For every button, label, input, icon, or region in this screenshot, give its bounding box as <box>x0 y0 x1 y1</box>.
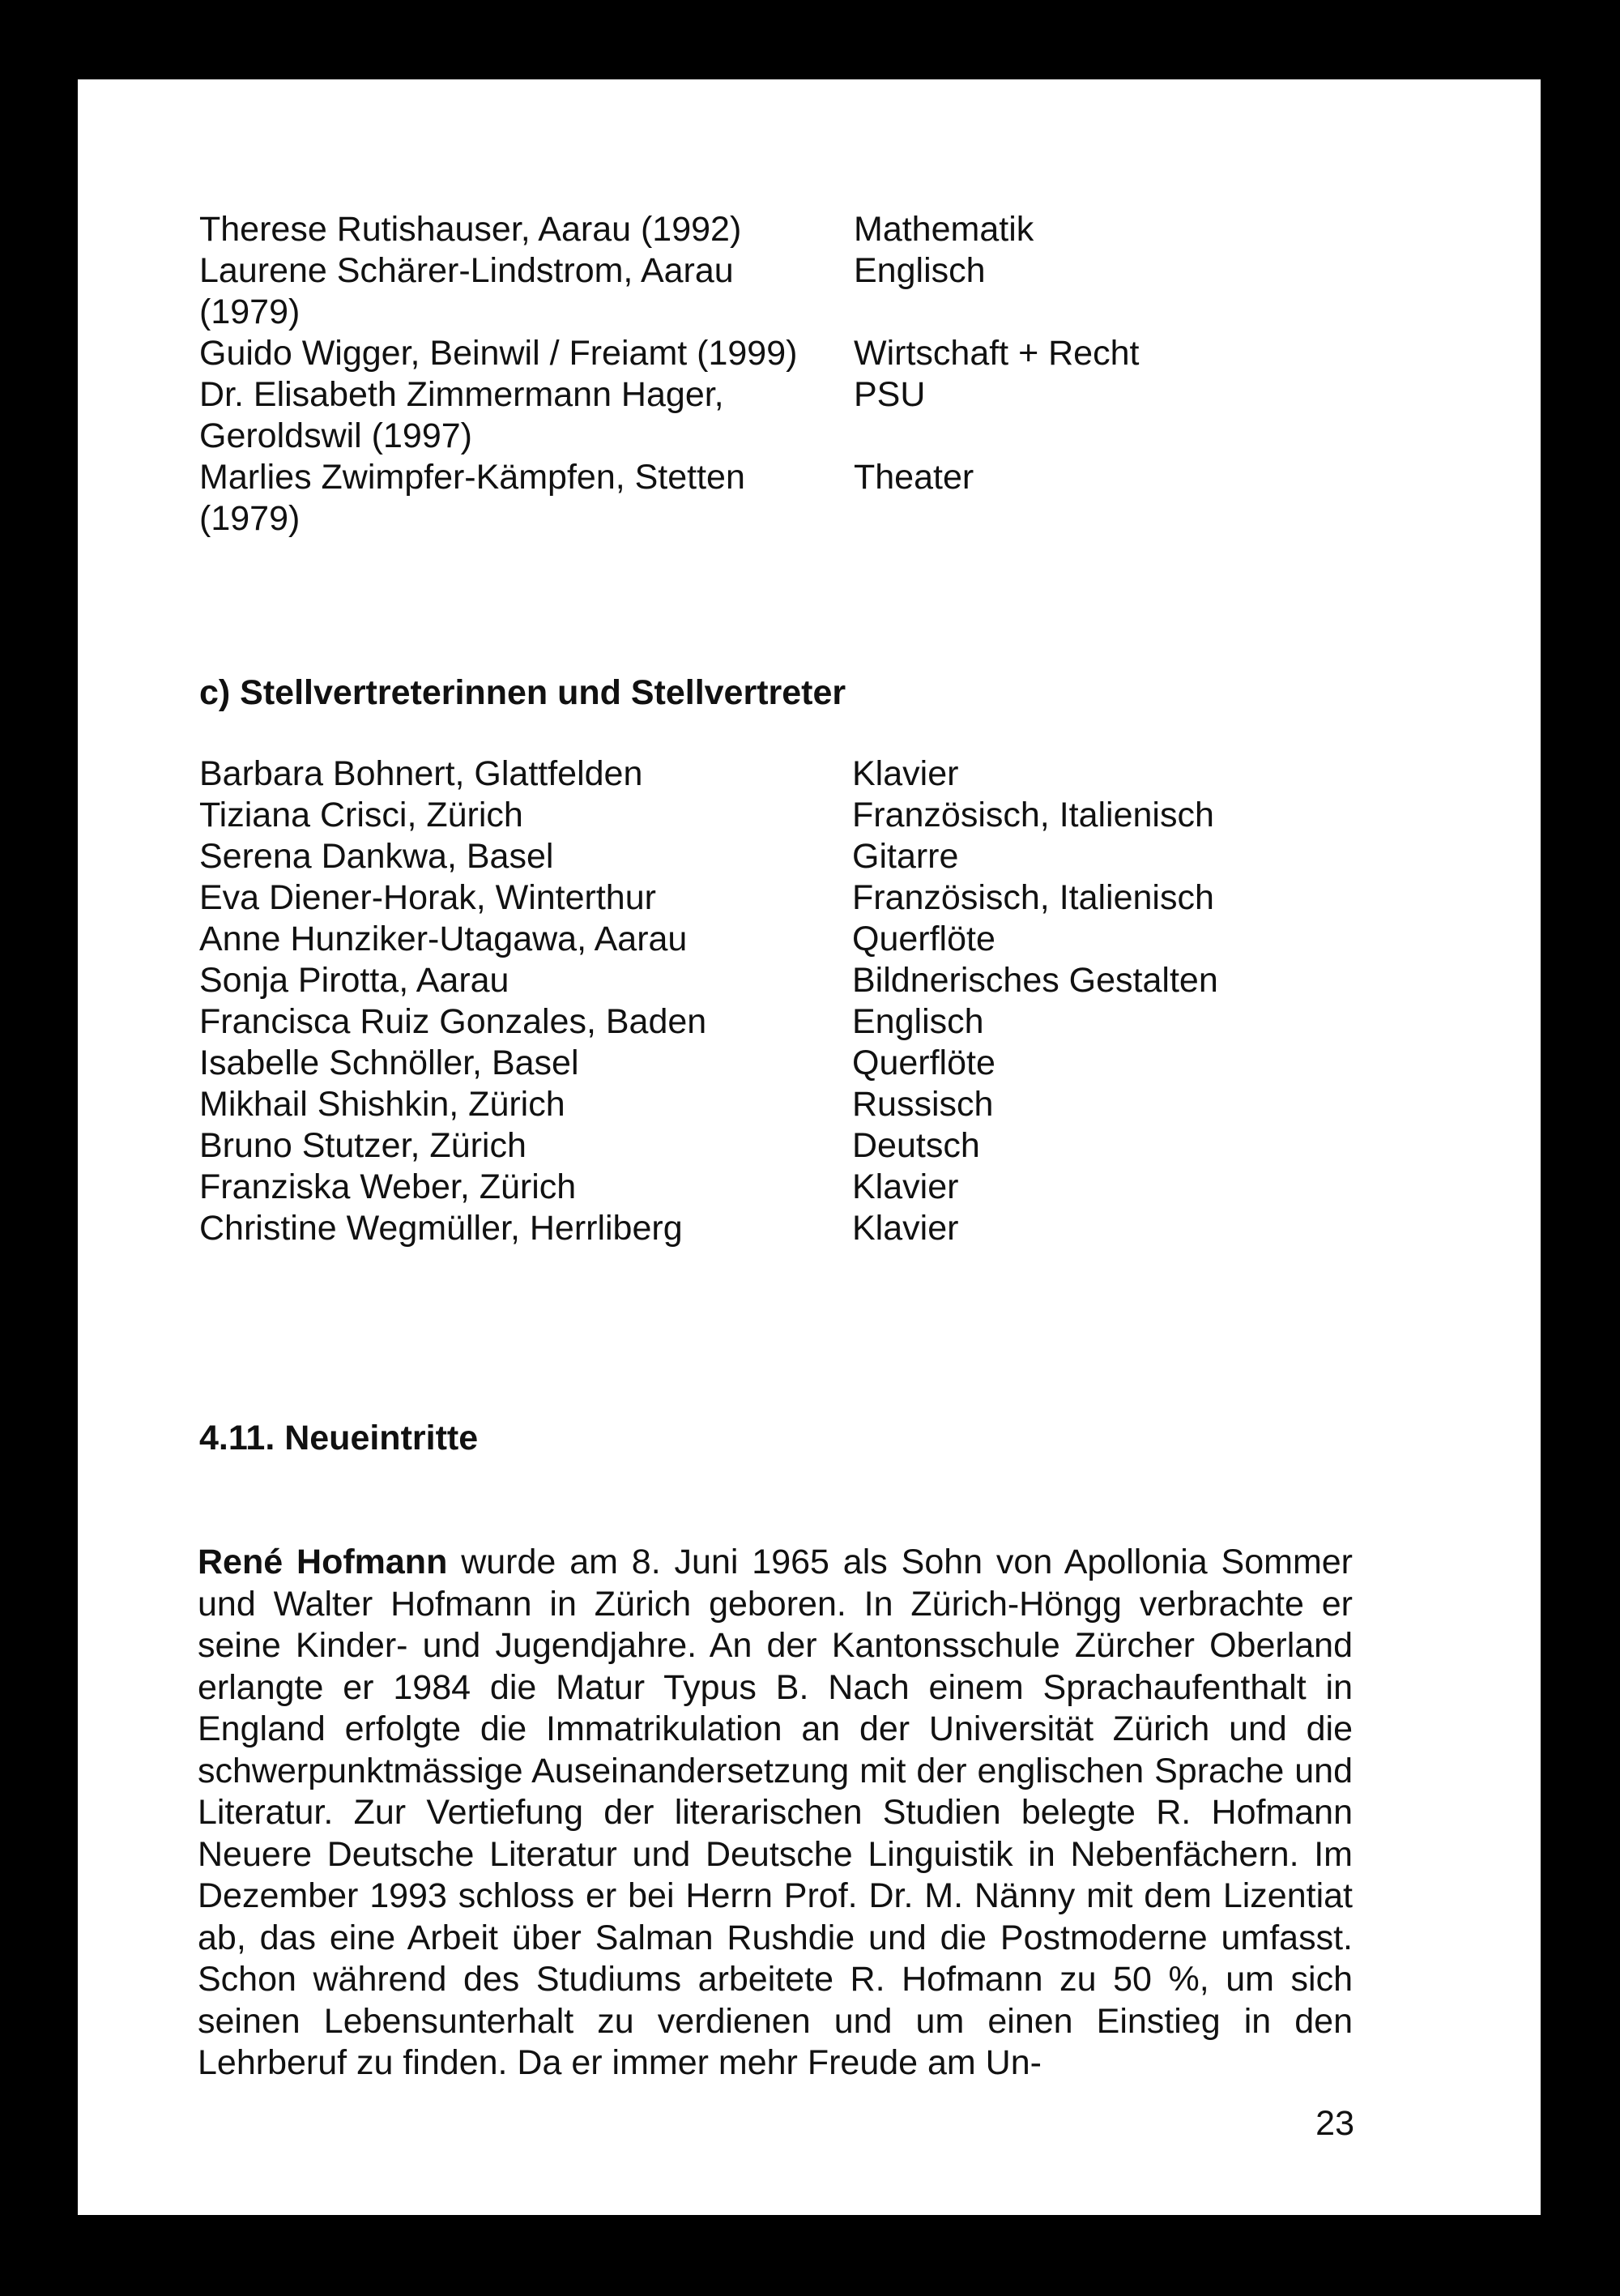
table-row <box>199 374 1252 416</box>
substitute-subject: Französisch, Italienisch <box>852 878 1214 917</box>
substitute-name: Eva Diener-Horak, Winterthur <box>199 878 656 917</box>
table-row <box>199 795 1252 836</box>
substitute-subject: Gitarre <box>852 837 959 876</box>
substitute-name: Sonja Pirotta, Aarau <box>199 961 509 1000</box>
substitutes-list <box>199 753 1252 1249</box>
substitute-name: Francisca Ruiz Gonzales, Baden <box>199 1002 707 1041</box>
table-row <box>199 836 1252 877</box>
substitute-subject: Englisch <box>852 1002 984 1041</box>
substitute-name: Christine Wegmüller, Herrliberg <box>199 1209 683 1248</box>
table-row <box>199 877 1252 919</box>
staff-subject: Englisch <box>854 251 986 290</box>
staff-subject <box>854 416 1252 457</box>
document-page <box>78 79 1541 2215</box>
table-row <box>199 416 1252 457</box>
person-name: René Hofmann <box>198 1543 448 1581</box>
staff-name: Guido Wigger, Beinwil / Freiamt (1999) <box>199 334 798 373</box>
page-number: 23 <box>1315 2104 1354 2143</box>
section-heading-new-entries: 4.11. Neueintritte <box>199 1419 479 1457</box>
table-row <box>199 1208 1252 1249</box>
table-row <box>199 1084 1252 1125</box>
staff-subject: Wirtschaft + Recht <box>854 334 1140 373</box>
substitute-subject: Klavier <box>852 1209 959 1248</box>
substitute-name: Tiziana Crisci, Zürich <box>199 796 523 834</box>
table-row <box>199 960 1252 1001</box>
staff-name: Geroldswil (1997) <box>199 416 472 455</box>
table-row <box>199 1167 1252 1208</box>
table-row <box>199 250 1252 292</box>
substitute-name: Isabelle Schnöller, Basel <box>199 1043 579 1082</box>
table-row <box>199 209 1252 250</box>
table-row <box>199 1001 1252 1043</box>
staff-subject: PSU <box>854 375 926 414</box>
substitute-subject: Russisch <box>852 1085 994 1124</box>
substitute-subject: Querflöte <box>852 920 995 958</box>
substitute-name: Franziska Weber, Zürich <box>199 1167 577 1206</box>
staff-subject <box>854 292 1252 333</box>
table-row <box>199 753 1252 795</box>
staff-subject: Mathematik <box>854 210 1034 249</box>
substitute-name: Bruno Stutzer, Zürich <box>199 1126 526 1165</box>
table-row <box>199 333 1252 374</box>
table-row <box>199 919 1252 960</box>
staff-subject: Theater <box>854 458 974 497</box>
staff-list-top <box>199 209 1252 540</box>
substitute-subject: Klavier <box>852 1167 959 1206</box>
section-heading-substitutes: c) Stellvertreterinnen und Stellvertreter <box>199 673 846 712</box>
substitute-subject: Querflöte <box>852 1043 995 1082</box>
substitute-subject: Bildnerisches Gestalten <box>852 961 1218 1000</box>
substitute-name: Anne Hunziker-Utagawa, Aarau <box>199 920 688 958</box>
table-row <box>199 1125 1252 1167</box>
substitute-subject: Französisch, Italienisch <box>852 796 1214 834</box>
biography-text: wurde am 8. Juni 1965 als Sohn von Apollonia Sommer und Walter Hofmann in Zürich geboren. In Zürich-Höngg verbrachte er seine Kinder- und Jugendjahre. An der Kantonsschule Zürcher Oberland erlangte er 1984 die Matur Typus B. Nach einem Sprachaufenthalt in England erfolgte die Immatrikulation an der Universität Zürich und die schwerpunktmässige Auseinandersetzung mit der englischen Sprache und Literatur. Zur Vertiefung der literarischen Studien belegte R. Hofmann Neuere Deutsche Literatur und Deutsche Linguistik in Nebenfächern. Im Dezember 1993 schloss er bei Herrn Prof. Dr. M. Nänny mit dem Lizentiat ab, das eine Arbeit über Salman Rushdie und die Postmoderne umfasst. Schon während des Studiums arbeitete R. Hofmann zu 50 %, um sich seinen Lebensunterhalt zu verdienen und um einen Einstieg in den Lehrberuf zu finden. Da er immer mehr Freude am Un- <box>198 1543 1353 2082</box>
substitute-subject: Klavier <box>852 754 959 793</box>
staff-name: Laurene Schärer-Lindstrom, Aarau <box>199 251 734 290</box>
table-row <box>199 292 1252 333</box>
substitute-name: Barbara Bohnert, Glattfelden <box>199 754 643 793</box>
table-row <box>199 1043 1252 1084</box>
staff-name: (1979) <box>199 292 301 331</box>
staff-name: (1979) <box>199 499 301 538</box>
table-row <box>199 457 1252 498</box>
staff-name: Marlies Zwimpfer-Kämpfen, Stetten <box>199 458 745 497</box>
substitute-name: Mikhail Shishkin, Zürich <box>199 1085 565 1124</box>
table-row <box>199 498 1252 540</box>
substitute-subject: Deutsch <box>852 1126 980 1165</box>
staff-name: Therese Rutishauser, Aarau (1992) <box>199 210 742 249</box>
biography-paragraph <box>198 1542 1353 2085</box>
substitute-name: Serena Dankwa, Basel <box>199 837 554 876</box>
staff-subject <box>854 498 1252 540</box>
staff-name: Dr. Elisabeth Zimmermann Hager, <box>199 375 724 414</box>
